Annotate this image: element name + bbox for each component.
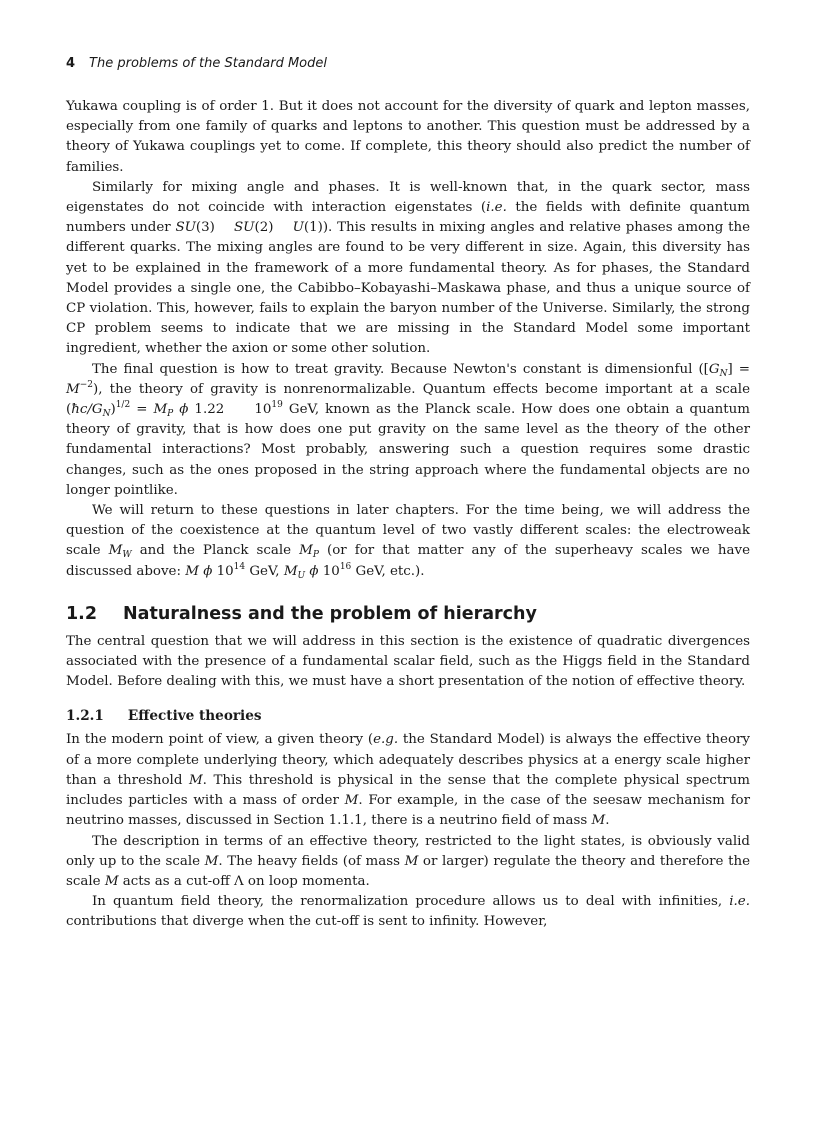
paragraph-yukawa: Yukawa coupling is of order 1. But it does not account for the diversity of quark and lepton masses, especially from one family of quarks and leptons to another. This question must be addressed by a theory of Yukawa couplings yet to come. If complete, this theory should also predict the number of families. [66, 99, 750, 175]
paragraph-scales: We will return to these questions in later chapters. For the time being, we will address the question of the coexistence at the quantum level of two vastly different scales: the electroweak scale $M_W$ and the Planck scale $M_P$ (or for that matter any of the superheavy scales we have discussed above: M ϕ $10^{14}$ GeV, $M_U$ ϕ $10^{16}$ GeV, etc.). [66, 503, 751, 581]
running-title: The problems of the Standard Model [89, 56, 328, 71]
section-title: Naturalness and the problem of hierarchy [123, 603, 537, 624]
subsection-title: Effective theories [127, 708, 262, 725]
subsection-number: 1.2.1 [66, 708, 104, 725]
paragraph-effective-3: In quantum field theory, the renormalization procedure allows us to deal with infinities, i.e. contributions that diverge when the cut-off is sent to infinity. However, [66, 894, 750, 930]
page-number: 4 [66, 56, 76, 71]
paragraph-effective-1: In the modern point of view, a given theory (e.g. the Standard Model) is always the effective theory of a more complete underlying theory, which adequately describes physics at a energy scale higher than a threshold M. This threshold is physical in the sense that the complete physical spectrum includes particles with a mass of order M. For example, in the case of the seesaw mechanism for neutrino masses, discussed in Section 1.1.1, there is a neutrino field of mass M. [66, 732, 751, 829]
section-number: 1.2 [66, 603, 98, 624]
paragraph-effective-2: The description in terms of an effective theory, restricted to the light states, is obviously valid only up to the scale M. The heavy fields (of mass M or larger) regulate the theory and therefore the scale M acts as a cut-off Λ on loop momenta. [66, 833, 750, 889]
paragraph-section-intro: The central question that we will address in this section is the existence of quadratic divergences associated with the presence of a fundamental scalar field, such as the Higgs field in the Standard Model. Before dealing with this, we must have a short presentation of the notion of effective theory. [66, 633, 750, 690]
section-heading [66, 604, 750, 624]
paragraph-mixing: Similarly for mixing angle and phases. It is well-known that, in the quark sector, mass eigenstates do not coincide with interaction eigenstates (i.e. the fields with definite quantum numbers under SU(3) SU(2) U(1)). This results in mixing angles and relative phases among the different quarks. The mixing angles are found to be very different in size. Again, this diversity has yet to be explained in the framework of a more fundamental theory. As for phases, the Standard Model provides a single one, the Cabibbo–Kobayashi–Maskawa phase, and thus a unique source of CP violation. This, however, fails to explain the baryon number of the Universe. Similarly, the strong CP problem seems to indicate that we are missing in the Standard Model some important ingredient, whether the axion or some other solution. [66, 179, 750, 357]
running-head [66, 56, 750, 71]
subsection-heading [66, 708, 750, 724]
paragraph-gravity: The final question is how to treat gravity. Because Newton's constant is dimensionful $([G_N] = M^{-2})$, the theory of gravity is nonrenormalizable. Quantum effects become important at a scale $(ħc/G_N)^{1/2} = M_P$ ϕ 1.22 $10^{19}$ GeV, known as the Planck scale. How does one obtain a quantum theory of gravity, that is how does one put gravity on the same level as the theory of the other fundamental interactions? Most probably, answering such a question requires some drastic changes, such as the ones proposed in the string approach where the fundamental objects are no longer pointlike. [66, 361, 751, 498]
page [66, 56, 750, 933]
body-text [66, 97, 750, 933]
